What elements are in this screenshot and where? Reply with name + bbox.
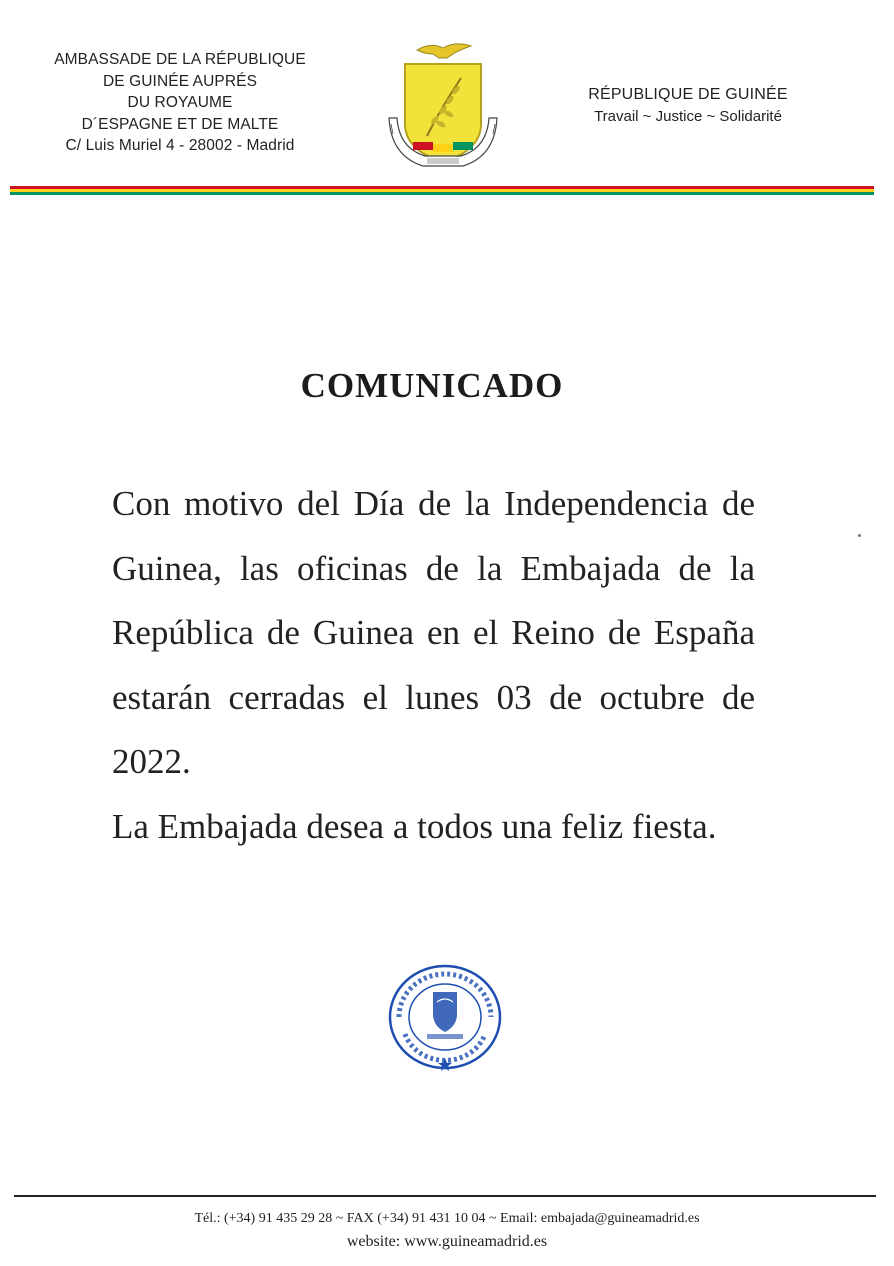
flag-stripe-divider: [10, 186, 874, 195]
guinea-coat-of-arms-icon: [383, 38, 503, 176]
embassy-stamp-icon: [387, 962, 503, 1072]
footer-website: website: www.guineamadrid.es: [346, 1233, 548, 1250]
document-title: COMUNICADO: [300, 366, 564, 405]
country-header: [548, 84, 828, 128]
announcement-paragraph: Con motivo del Día de la Independencia de Guinea, las oficinas de la Embajada de la República de Guinea en el Reino de España estarán cerradas el lunes 03 de octubre de 2022.: [112, 484, 755, 781]
embassy-line: DU ROYAUME: [127, 94, 233, 111]
embassy-line: AMBASSADE DE LA RÉPUBLIQUE: [54, 51, 306, 68]
footer-divider: [14, 1195, 876, 1197]
document-body: [112, 472, 755, 859]
embassy-line: DE GUINÉE AUPRÉS: [102, 72, 258, 90]
closing-sentence: La Embajada desea a todos una feliz fiesta.: [112, 806, 717, 846]
footer: [0, 1208, 894, 1254]
country-motto: Travail ~ Justice ~ Solidarité: [594, 108, 782, 125]
embassy-line: D´ESPAGNE ET DE MALTE: [81, 115, 279, 133]
footer-contacts: Tél.: (+34) 91 435 29 28 ~ FAX (+34) 91 431 10 04 ~ Email: embajada@guineamadrid.es: [194, 1211, 700, 1226]
scan-speck: [858, 534, 861, 537]
country-name: RÉPUBLIQUE DE GUINÉE: [588, 86, 788, 103]
embassy-address-line: C/ Luis Muriel 4 - 28002 - Madrid: [65, 137, 295, 154]
green-stripe: [10, 192, 874, 195]
embassy-address-block: [30, 49, 330, 157]
